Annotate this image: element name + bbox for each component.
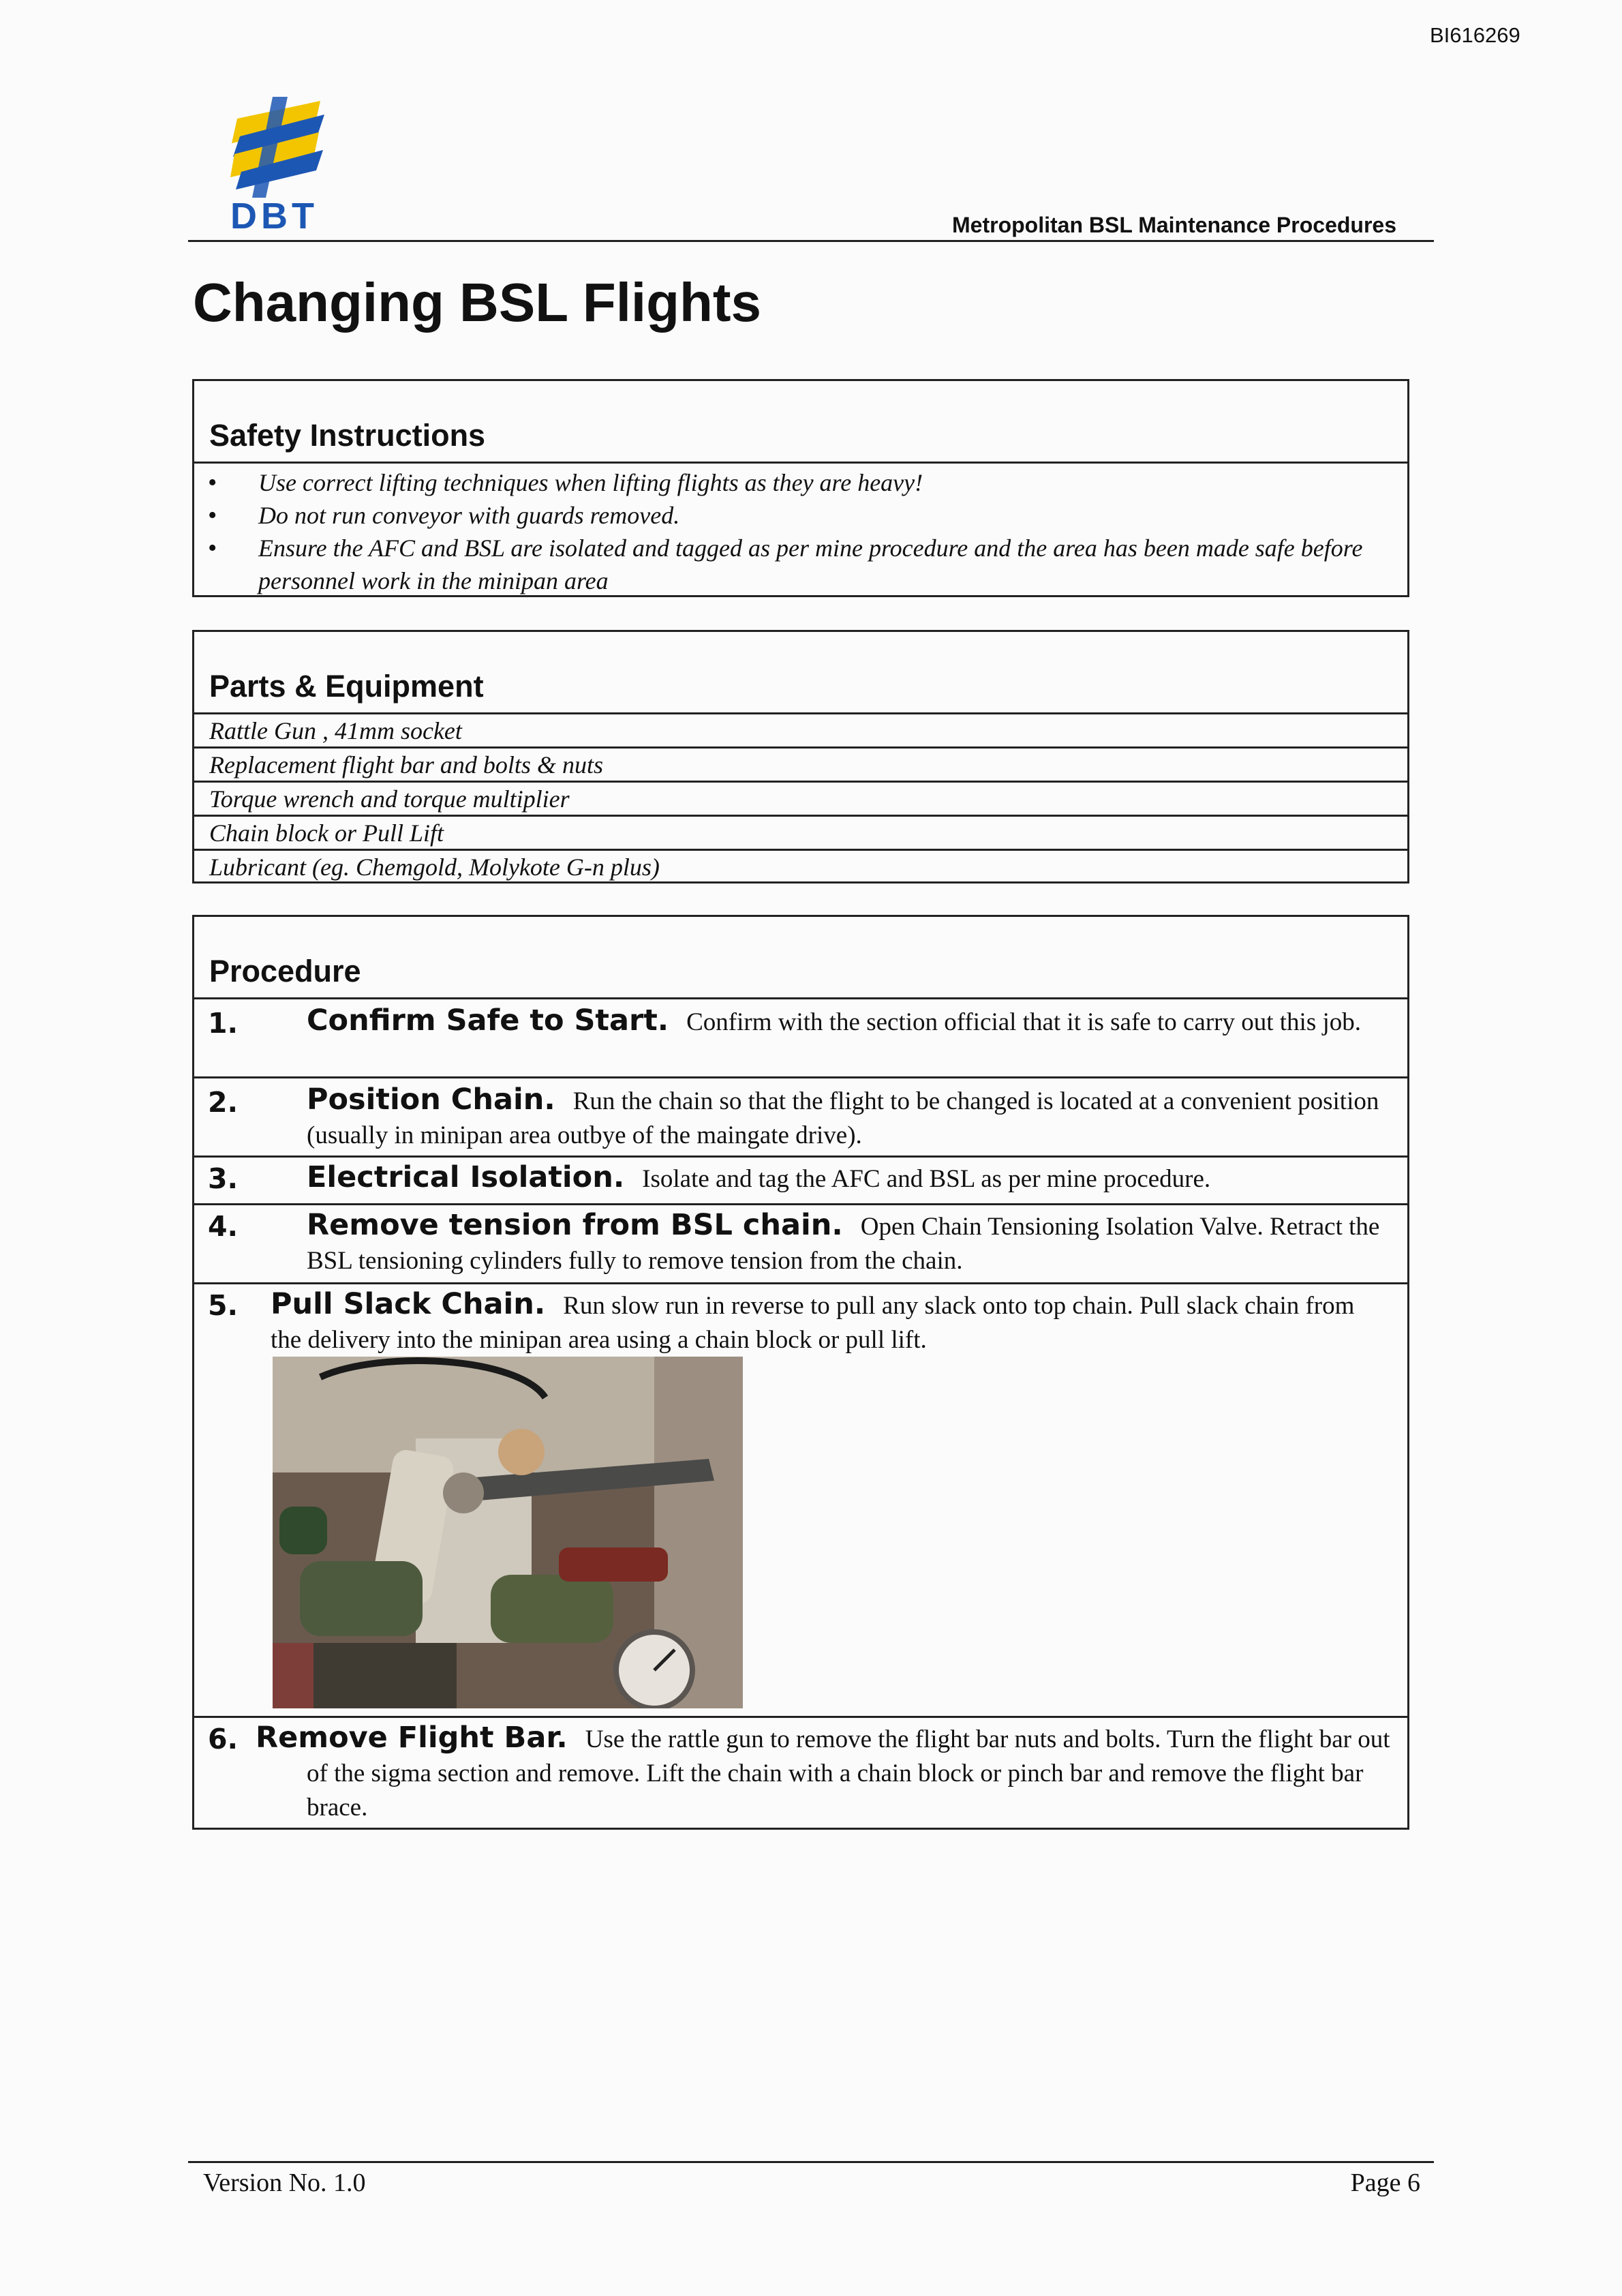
header-rule bbox=[188, 240, 1434, 242]
procedure-heading-row bbox=[194, 917, 1407, 999]
step-number: 6. bbox=[208, 1723, 239, 1755]
procedure-step-3 bbox=[194, 1158, 1407, 1205]
document-id: BI616269 bbox=[1430, 23, 1520, 47]
step-number: 4. bbox=[208, 1210, 239, 1243]
page-title: Changing BSL Flights bbox=[193, 272, 762, 333]
step-body bbox=[307, 1083, 1391, 1153]
parts-item: Replacement flight bar and bolts & nuts bbox=[194, 749, 1407, 783]
version-number: Version No. 1.0 bbox=[203, 2169, 366, 2197]
step-text: Run the chain so that the flight to be changed is located at a convenient position (usually in minipan area outbye of the maingate drive). bbox=[307, 1087, 1379, 1149]
procedure-step-2 bbox=[194, 1078, 1407, 1158]
parts-heading: Parts & Equipment bbox=[209, 669, 484, 704]
step-body bbox=[307, 1208, 1391, 1278]
step-title: Electrical Isolation. bbox=[307, 1160, 625, 1194]
parts-item: Chain block or Pull Lift bbox=[194, 817, 1407, 851]
step-title: Remove Flight Bar. bbox=[256, 1721, 568, 1755]
valve-photo bbox=[273, 1357, 743, 1708]
safety-item: • Do not run conveyor with guards removed. bbox=[194, 499, 1407, 532]
safety-item: • Use correct lifting techniques when lifting flights as they are heavy! bbox=[194, 466, 1407, 499]
step-body bbox=[307, 1160, 1391, 1196]
step-text: Confirm with the section official that it is safe to carry out this job. bbox=[686, 1008, 1362, 1036]
step-title: Position Chain. bbox=[307, 1083, 555, 1117]
step-number: 1. bbox=[208, 1007, 239, 1040]
page-number: Page 6 bbox=[1350, 2169, 1420, 2197]
safety-item: • Ensure the AFC and BSL are isolated and tagged as per mine procedure and the area has been made safe before personnel work in the minipan area bbox=[194, 532, 1407, 597]
parts-item: Rattle Gun , 41mm socket bbox=[194, 714, 1407, 749]
parts-equipment-box bbox=[192, 630, 1409, 883]
safety-list bbox=[194, 464, 1407, 597]
safety-heading-row bbox=[194, 381, 1407, 464]
step-number: 2. bbox=[208, 1086, 239, 1119]
procedure-heading: Procedure bbox=[209, 954, 361, 988]
parts-item: Torque wrench and torque multiplier bbox=[194, 783, 1407, 817]
step-title: Pull Slack Chain. bbox=[271, 1287, 546, 1321]
safety-heading: Safety Instructions bbox=[209, 418, 486, 453]
procedure-box bbox=[192, 915, 1409, 1830]
footer-rule bbox=[188, 2161, 1434, 2163]
procedure-step-6 bbox=[194, 1718, 1407, 1828]
procedure-step-1 bbox=[194, 999, 1407, 1078]
parts-heading-row bbox=[194, 632, 1407, 714]
header-title: Metropolitan BSL Maintenance Procedures bbox=[952, 213, 1396, 237]
safety-instructions-box bbox=[192, 379, 1409, 597]
step-text: Run slow run in reverse to pull any slack onto top chain. Pull slack chain from the delivery into the minipan area using a chain block or pull lift. bbox=[271, 1292, 1355, 1354]
logo-text: DBT bbox=[230, 196, 318, 237]
step-text: Open Chain Tensioning Isolation Valve. Retract the BSL tensioning cylinders fully to remove tension from the chain. bbox=[307, 1213, 1380, 1275]
step-text: Isolate and tag the AFC and BSL as per mine procedure. bbox=[642, 1165, 1211, 1193]
step-body bbox=[271, 1287, 1391, 1357]
procedure-step-5 bbox=[194, 1284, 1407, 1718]
parts-item: Lubricant (eg. Chemgold, Molykote G-n plus) bbox=[209, 854, 660, 881]
step-title: Confirm Safe to Start. bbox=[307, 1003, 669, 1038]
step-number: 5. bbox=[208, 1289, 239, 1322]
procedure-step-4 bbox=[194, 1205, 1407, 1284]
step-number: 3. bbox=[208, 1162, 239, 1195]
step-title: Remove tension from BSL chain. bbox=[307, 1208, 843, 1242]
step-body bbox=[256, 1721, 1391, 1825]
step-text: Use the rattle gun to remove the flight bar nuts and bolts. Turn the flight bar out of the sigma section and remove. Lift the chain with a chain block or pinch bar and remove the flight bar brace. bbox=[307, 1725, 1390, 1822]
step-body bbox=[307, 1003, 1391, 1040]
